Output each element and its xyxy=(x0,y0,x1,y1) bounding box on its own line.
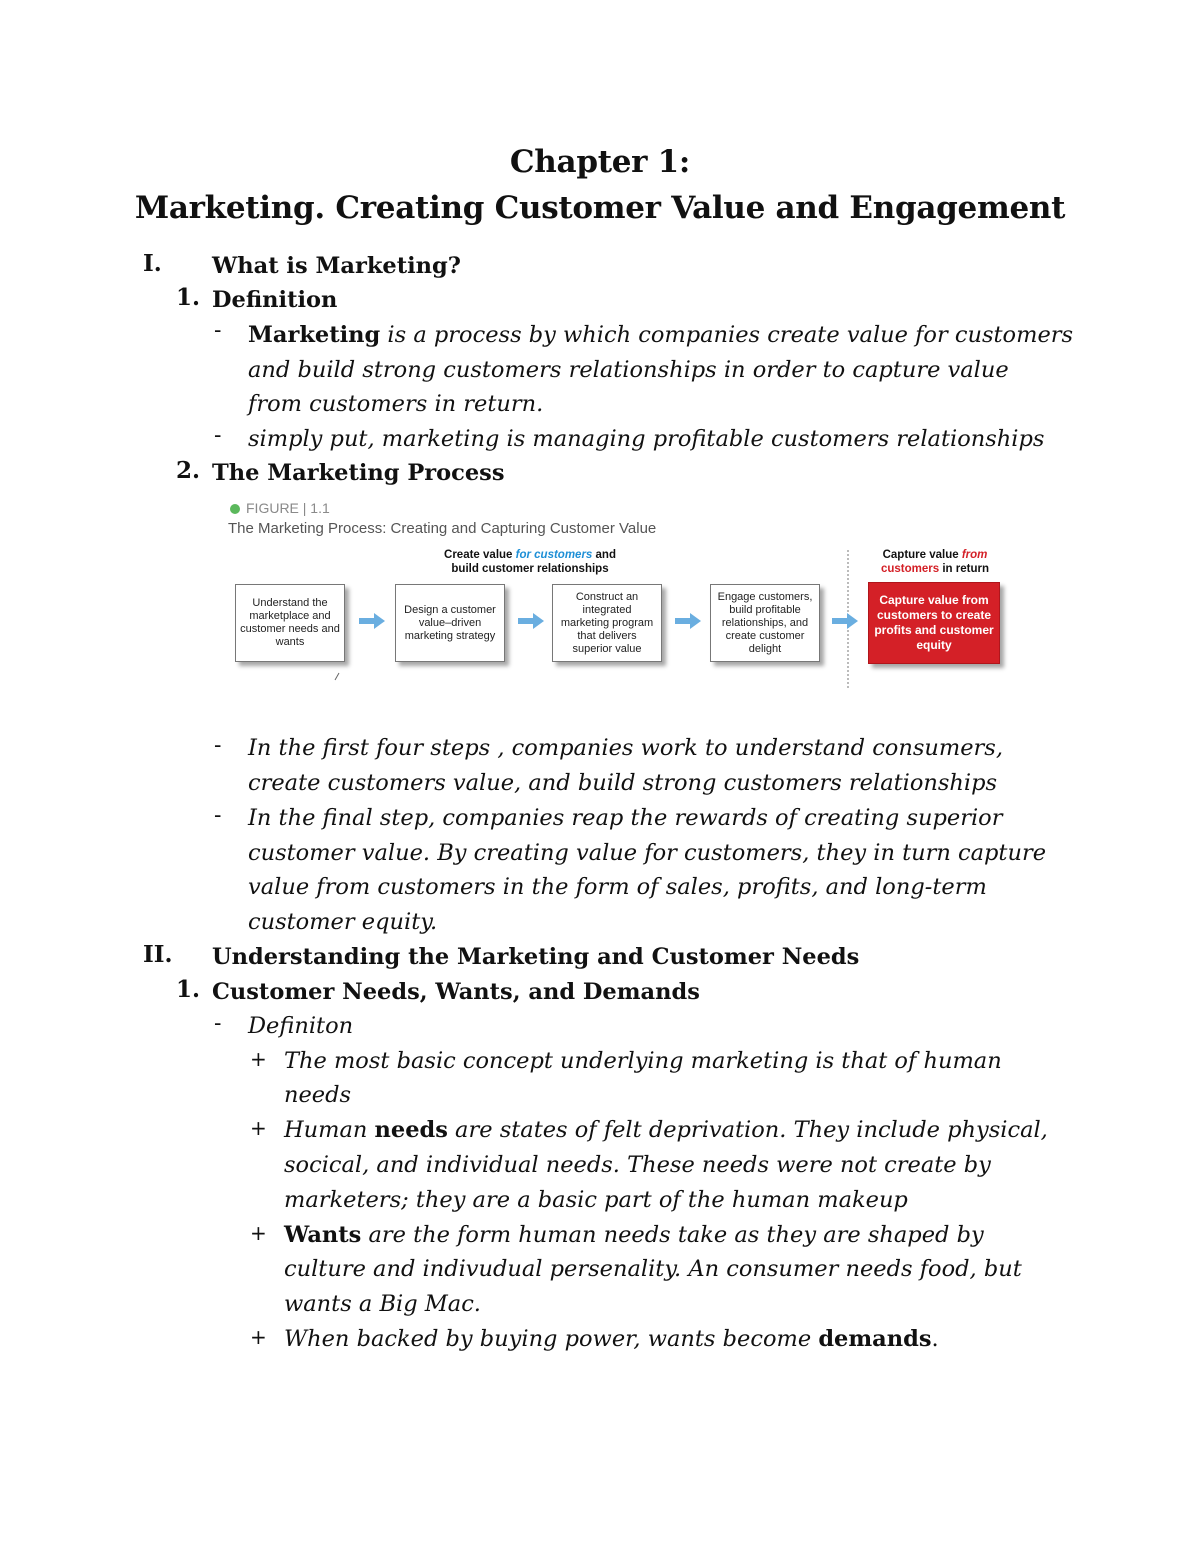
plus-bullet-icon: + xyxy=(250,1221,267,1245)
needs-p2-a: Human xyxy=(284,1117,375,1143)
definiton-label: Definiton xyxy=(248,1013,354,1039)
create-value-header xyxy=(395,548,665,576)
plus-bullet-icon: + xyxy=(250,1325,267,1349)
section-1-numeral: I. xyxy=(143,250,162,277)
definition-line-1 xyxy=(248,318,1073,352)
wants-p3-line-2: culture and indivudual persenality. An consumer needs food, but xyxy=(284,1256,1022,1282)
needs-p2-b: are states of felt deprivation. They include physical, xyxy=(447,1117,1048,1143)
wants-p3-line-3: wants a Big Mac. xyxy=(284,1291,481,1317)
section-2-numeral: II. xyxy=(143,941,173,968)
arrow-right-icon xyxy=(675,613,701,629)
marketing-process-figure xyxy=(225,496,1015,696)
needs-p2-line-1 xyxy=(284,1113,1048,1147)
create-hdr-d: build customer relationships xyxy=(451,563,609,575)
item-1-heading: Definition xyxy=(212,287,338,313)
arrow-right-icon xyxy=(832,613,858,629)
arrow-right-icon xyxy=(359,613,385,629)
process-bullet-2-line-2: customer value. By creating value for customers, they in turn capture xyxy=(248,840,1047,866)
capture-hdr-c: customers xyxy=(880,563,940,575)
create-hdr-a: Create value xyxy=(444,549,516,561)
needs-p1-line-1: The most basic concept underlying marketing is that of human xyxy=(284,1048,1002,1074)
create-hdr-b: for customers xyxy=(515,549,593,561)
capture-hdr-a: Capture value xyxy=(882,549,962,561)
step-5-capture-box: Capture value from customers to create profits and customer equity xyxy=(868,582,1000,664)
term-marketing: Marketing xyxy=(248,322,381,348)
term-needs: needs xyxy=(374,1117,448,1143)
demands-p4-line xyxy=(284,1322,939,1356)
section-2-heading: Understanding the Marketing and Customer Needs xyxy=(212,944,860,970)
bullet-dash: - xyxy=(214,318,222,343)
item-2-heading: The Marketing Process xyxy=(212,460,505,486)
step-2-box: Design a customer value–driven marketing strategy xyxy=(395,584,505,662)
capture-hdr-d: in return xyxy=(939,563,989,575)
process-bullet-2-line-4: customer equity. xyxy=(248,909,438,935)
demands-p4-b: . xyxy=(931,1326,939,1352)
figure-label-text: FIGURE | 1.1 xyxy=(246,500,330,516)
bullet-dash: - xyxy=(214,423,222,448)
bullet-dash: - xyxy=(214,733,222,758)
step-3-box: Construct an integrated marketing program that delivers superior value xyxy=(552,584,662,662)
process-bullet-1-line-2: create customers value, and build strong customers relationships xyxy=(248,770,998,796)
term-wants: Wants xyxy=(284,1222,362,1248)
step-1-box: Understand the marketplace and customer needs and wants xyxy=(235,584,345,662)
demands-p4-a: When backed by buying power, wants become xyxy=(284,1326,819,1352)
figure-dot-icon xyxy=(230,504,240,514)
wants-p3-line-1 xyxy=(284,1218,984,1252)
capture-value-header xyxy=(865,548,1005,576)
create-hdr-c: and xyxy=(592,549,616,561)
wants-p3-a: are the form human needs take as they are shaped by xyxy=(361,1222,984,1248)
chapter-subtitle: Marketing. Creating Customer Value and Engagement xyxy=(134,190,1066,226)
bullet-dash: - xyxy=(214,803,222,828)
item-2-number: 2. xyxy=(176,457,201,484)
definition-line-2: and build strong customers relationships in order to capture value xyxy=(248,357,1009,383)
capture-hdr-b: from xyxy=(961,549,988,561)
plus-bullet-icon: + xyxy=(250,1116,267,1140)
figure-label xyxy=(230,500,330,516)
item-needs-number: 1. xyxy=(176,976,201,1003)
arrow-right-icon xyxy=(518,613,544,629)
simply-put-line: simply put, marketing is managing profitable customers relationships xyxy=(248,426,1045,452)
term-demands: demands xyxy=(818,1326,932,1352)
step-4-box: Engage customers, build profitable relationships, and create customer delight xyxy=(710,584,820,662)
figure-tick-mark xyxy=(335,673,340,680)
process-bullet-2-line-3: value from customers in the form of sales, profits, and long-term xyxy=(248,874,987,900)
item-needs-heading: Customer Needs, Wants, and Demands xyxy=(212,979,700,1005)
item-1-number: 1. xyxy=(176,284,201,311)
chapter-title: Chapter 1: xyxy=(509,144,691,180)
figure-subtitle: The Marketing Process: Creating and Capturing Customer Value xyxy=(228,520,657,537)
bullet-dash: - xyxy=(214,1011,222,1036)
definition-text: is a process by which companies create value for customers xyxy=(380,322,1074,348)
needs-p1-line-2: needs xyxy=(284,1082,352,1108)
plus-bullet-icon: + xyxy=(250,1047,267,1071)
process-bullet-2-line-1: In the final step, companies reap the rewards of creating superior xyxy=(248,805,1003,831)
definition-line-3: from customers in return. xyxy=(248,391,544,417)
section-1-heading: What is Marketing? xyxy=(212,253,461,279)
needs-p2-line-2: socical, and individual needs. These needs were not create by xyxy=(284,1152,991,1178)
needs-p2-line-3: marketers; they are a basic part of the human makeup xyxy=(284,1187,908,1213)
process-bullet-1-line-1: In the first four steps , companies work to understand consumers, xyxy=(248,735,1003,761)
